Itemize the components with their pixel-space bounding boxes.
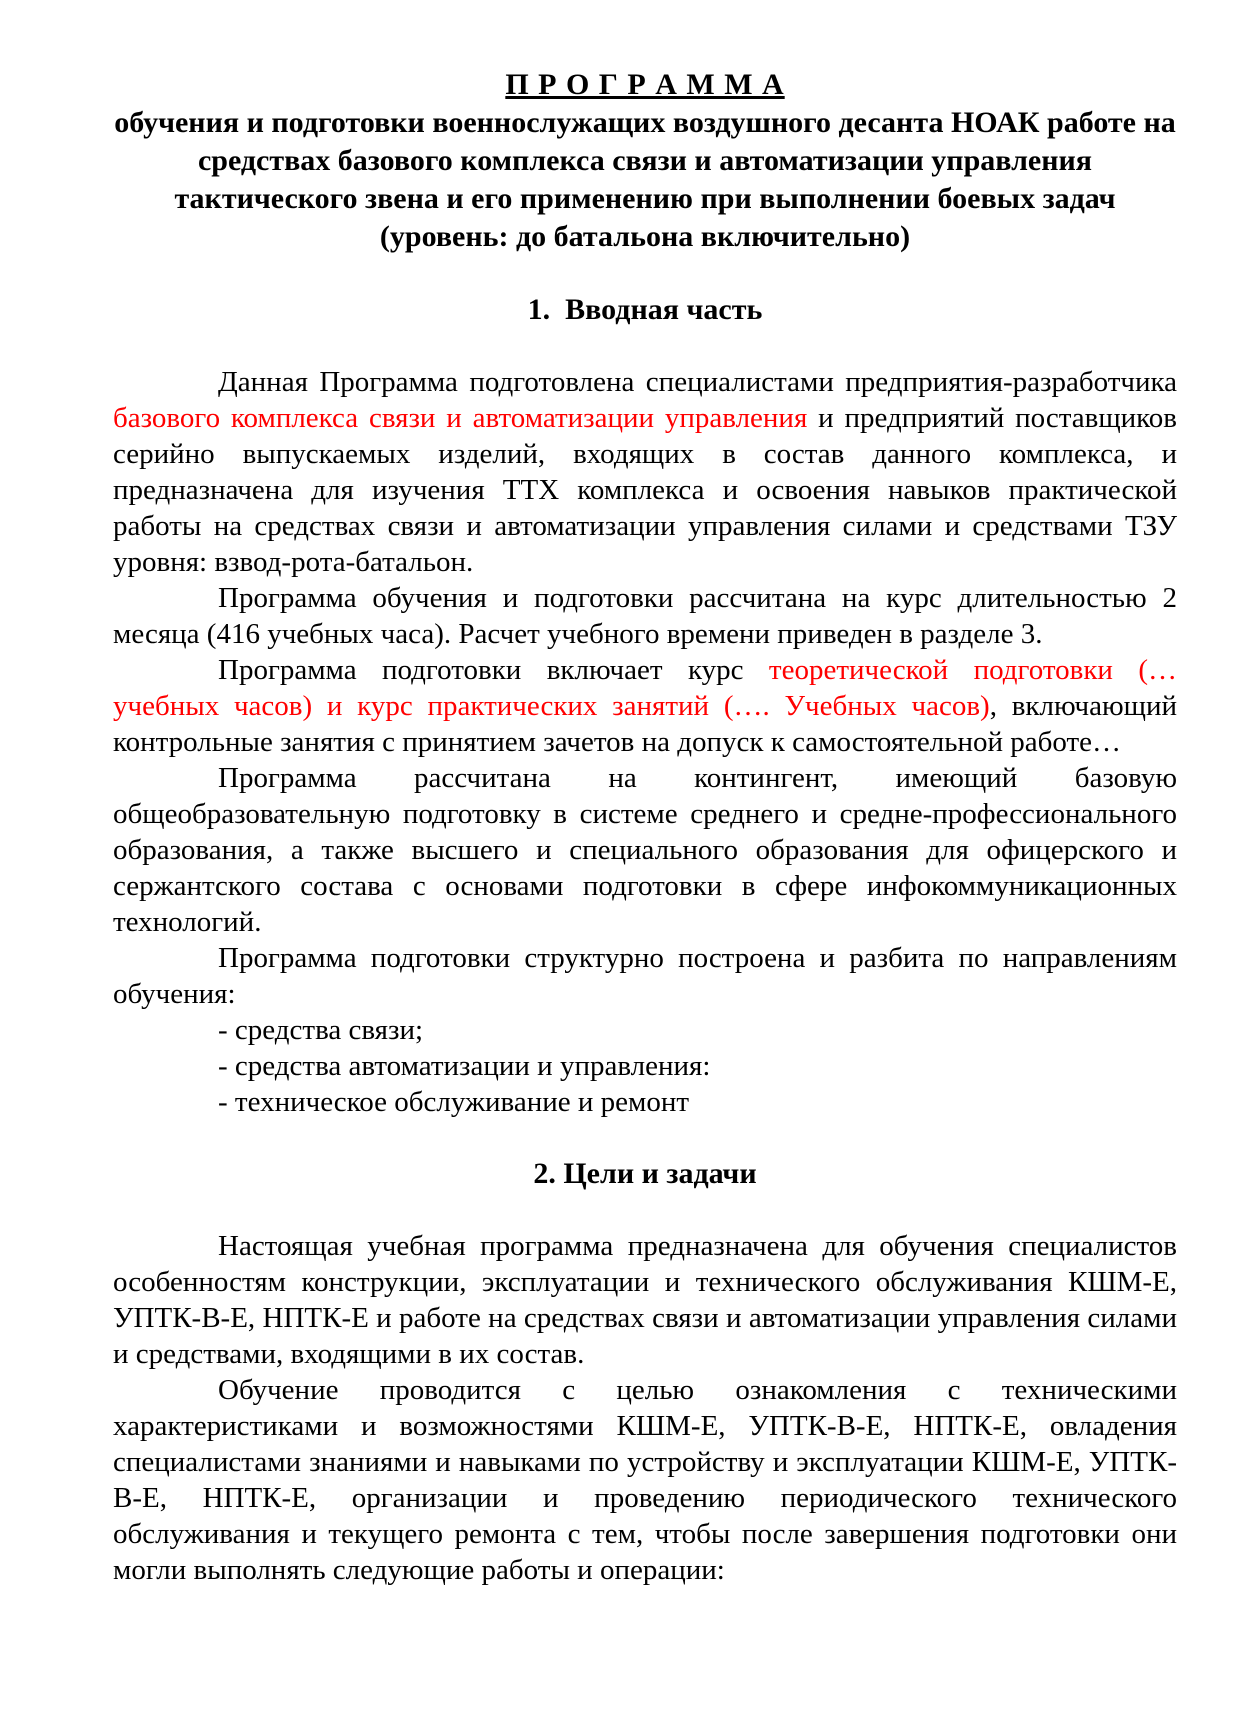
red-highlight-course-hours: теоретической подготовки (… учебных часов) и курс практических занятий (…. Учебных часов) xyxy=(113,654,1177,722)
red-highlight-complex-name: базового комплекса связи и автоматизации управления xyxy=(113,402,808,434)
paragraph-text: Программа подготовки включает курс xyxy=(218,654,769,686)
paragraph-text: , включающий контрольные занятия с принятием зачетов на допуск к самостоятельной работе… xyxy=(113,690,1177,758)
intro-paragraph-3 xyxy=(113,652,1177,760)
section-2-heading: 2. Цели и задачи xyxy=(533,1157,757,1190)
list-item-maintenance: - техническое обслуживание и ремонт xyxy=(218,1086,690,1118)
paragraph-text: Данная Программа подготовлена специалистами предприятия-разработчика xyxy=(218,366,1177,398)
training-directions-list xyxy=(113,1012,1177,1120)
goals-paragraph-2: Обучение проводится с целью ознакомления с техническими характеристиками и возможностями КШМ-Е, УПТК-В-Е, НПТК-Е, овладения специалистами знаниями и навыками по устройству и эксплуатации КШМ-Е, УПТК-В-Е, НПТК-Е, организации и проведению периодического технического обслуживания и текущего ремонта с тем, чтобы после завершения подготовки они могли выполнять следующие работы и операции: xyxy=(113,1374,1177,1586)
intro-paragraph-2: Программа обучения и подготовки рассчитана на курс длительностью 2 месяца (416 учебных часа). Расчет учебного времени приведен в разделе 3. xyxy=(113,582,1177,650)
goals-paragraph-1: Настоящая учебная программа предназначена для обучения специалистов особенностям конструкции, эксплуатации и технического обслуживания КШМ-Е, УПТК-В-Е, НПТК-Е и работе на средствах связи и автоматизации управления силами и средствами, входящими в их состав. xyxy=(113,1230,1177,1370)
document-title-text: П Р О Г Р А М М А xyxy=(505,68,785,101)
document-subtitle: (уровень: до батальона включительно) xyxy=(379,220,911,253)
intro-paragraph-4: Программа рассчитана на контингент, имеющий базовую общеобразовательную подготовку в системе среднего и средне-профессионального образования, а также высшего и специального образования для офицерского и сержантского состава с основами подготовки в сфере инфокоммуникационных технологий. xyxy=(113,762,1177,938)
section-1-heading: 1. Вводная часть xyxy=(527,293,763,326)
paragraph-text: и предприятий поставщиков серийно выпускаемых изделий, входящих в состав данного комплекса, и предназначена для изучения ТТХ комплекса и освоения навыков практической работы на средствах связи и автоматизации управления силами и средствами ТЗУ уровня: взвод-рота-батальон. xyxy=(113,402,1177,578)
title-block xyxy=(113,66,1177,256)
intro-paragraph-1 xyxy=(113,364,1177,580)
list-item-automation: - средства автоматизации и управления: xyxy=(218,1050,711,1082)
list-item-communications: - средства связи; xyxy=(218,1014,424,1046)
intro-paragraph-5: Программа подготовки структурно построена и разбита по направлениям обучения: xyxy=(113,942,1177,1010)
document-title xyxy=(113,66,1177,104)
document-title-body: обучения и подготовки военнослужащих воздушного десанта НОАК работе на средствах базового комплекса связи и автоматизации управления тактического звена и его применению при выполнении боевых задач xyxy=(114,106,1176,215)
